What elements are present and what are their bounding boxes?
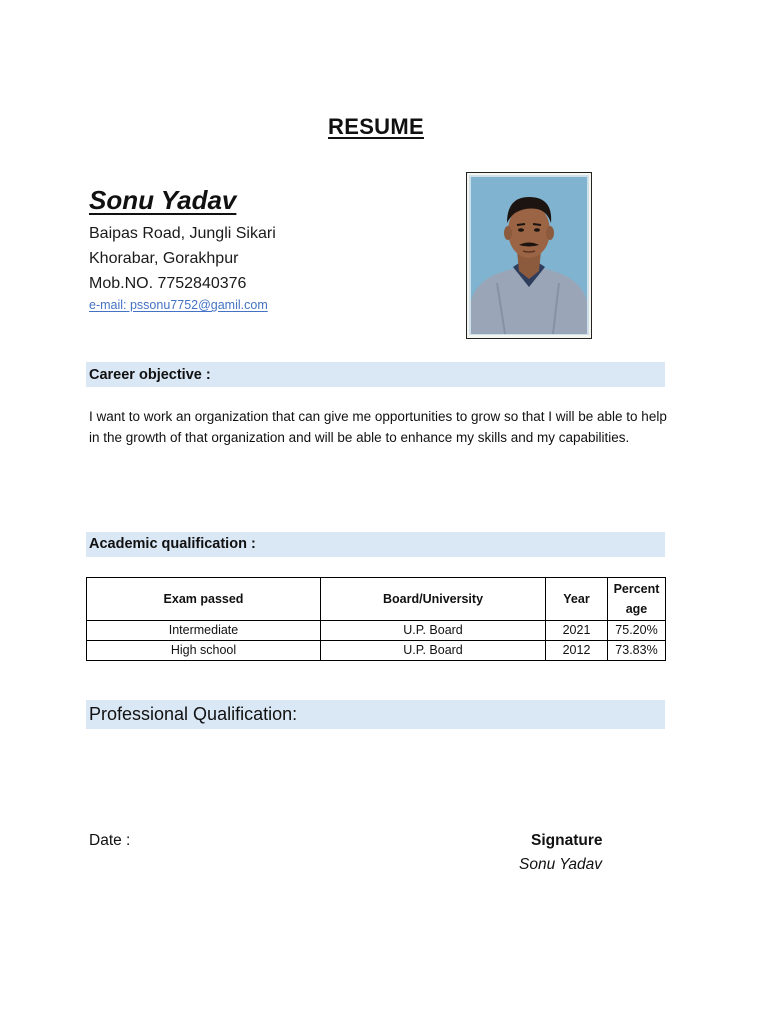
profile-photo: [466, 172, 592, 339]
career-objective-text: I want to work an organization that can give me opportunities to grow so that I will be able to help in the growth of that organization and will be able to enhance my skills and my capabilities.: [89, 409, 667, 445]
column-header-exam: Exam passed: [87, 578, 321, 621]
cell-percentage: 75.20%: [608, 621, 666, 641]
career-objective-header: [86, 362, 665, 387]
mobile-number: Mob.NO. 7752840376: [89, 275, 247, 292]
cell-percentage: 73.83%: [608, 641, 666, 661]
signature-label: Signature: [531, 832, 603, 849]
date-label: Date :: [89, 832, 131, 849]
column-header-year: Year: [546, 578, 608, 621]
profile-photo-image: [467, 173, 591, 338]
signature-name: Sonu Yadav: [519, 856, 603, 873]
cell-exam: Intermediate: [87, 621, 321, 641]
academic-qualification-heading: Academic qualification :: [89, 536, 256, 552]
table-header-row: [87, 578, 666, 621]
cell-year: 2012: [546, 641, 608, 661]
column-header-percentage: Percent age: [608, 578, 666, 621]
address-line-2: Khorabar, Gorakhpur: [89, 250, 239, 267]
document-title: RESUME: [328, 114, 424, 139]
cell-exam: High school: [87, 641, 321, 661]
address-line-1: Baipas Road, Jungli Sikari: [89, 225, 276, 242]
email-link[interactable]: e-mail: pssonu7752@gamil.com: [89, 298, 268, 312]
applicant-name: Sonu Yadav: [89, 185, 237, 215]
professional-qualification-header: [86, 700, 665, 729]
cell-board: U.P. Board: [321, 621, 546, 641]
cell-year: 2021: [546, 621, 608, 641]
table-row: [87, 641, 666, 661]
academic-qualification-header: [86, 532, 665, 557]
professional-qualification-heading: Professional Qualification:: [89, 704, 298, 724]
academic-qualification-table: [86, 577, 666, 661]
career-objective-heading: Career objective :: [89, 367, 211, 383]
cell-board: U.P. Board: [321, 641, 546, 661]
column-header-board: Board/University: [321, 578, 546, 621]
table-row: [87, 621, 666, 641]
